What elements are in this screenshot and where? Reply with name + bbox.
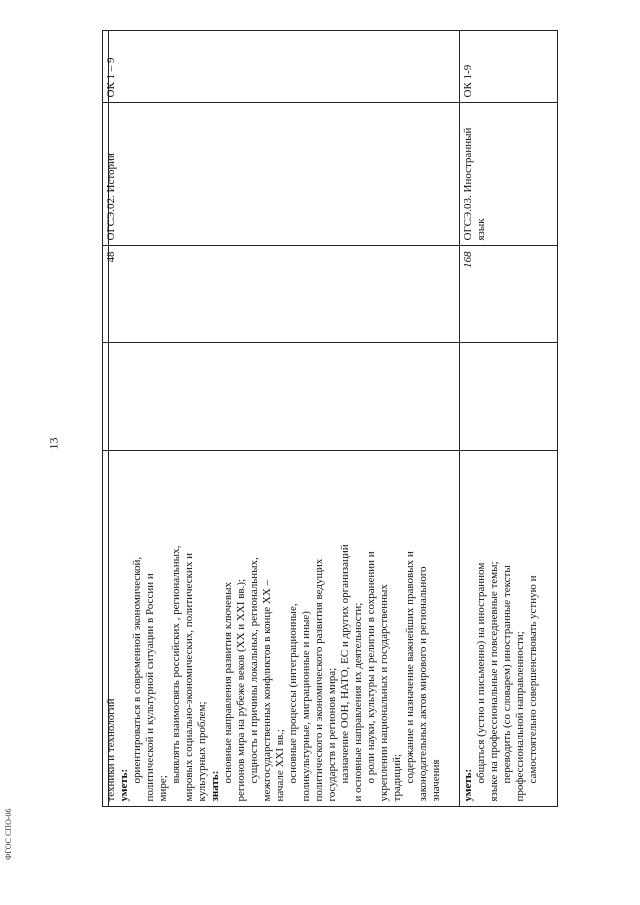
row2-competencies-cell [460,31,558,103]
requirement-line: выявлять взаимосвязь российских , региональных, [170,545,182,784]
requirement-line: поликультурные, миграционные и иные) [300,611,312,802]
row2-hours: 168 [462,251,474,268]
row1-competencies: ОК 1 – 9 [105,57,117,98]
requirement-line: основные направления развития ключевых [222,582,234,784]
table-row [103,31,460,807]
row1-discipline-cell [103,103,460,246]
row2-requirements-cell [460,451,558,807]
row1-hours-cell [103,246,460,343]
row2-hours-cell [460,246,558,343]
requirement-line: профессиональной направленности; [514,631,526,802]
row2-empty-cell [460,343,558,451]
requirement-line: общаться (устно и письменно) на иностранном [475,562,487,784]
row2-competencies: ОК 1-9 [462,64,474,98]
requirement-line: уметь: [118,768,130,802]
footer-label: ФГОС СПО-06 [4,808,13,860]
page-number: 13 [46,437,61,450]
rotated-table-frame [102,31,557,807]
requirement-line: ориентироваться в современной экономической, [131,556,143,784]
row1-hours: 48 [105,251,117,263]
requirement-line: основные процессы (интеграционные, [287,603,299,784]
row2-discipline: ОГСЭ.03. Иностранный язык [462,127,487,241]
requirement-line: самостоятельно совершенствовать устную и [527,575,539,784]
requirement-line: назначение ООН, НАТО, ЕС и других организаций [339,544,351,784]
requirement-line: укреплении национальных и государственных [378,584,390,802]
requirement-line: значения [430,759,442,802]
row1-discipline: ОГСЭ.02. История [105,153,117,241]
requirement-line: начале XXI вв.; [274,729,286,802]
row1-requirements-text [105,457,443,802]
requirement-line: переводить (со словарем) иностранные тексты [501,565,513,784]
row2-requirements-text [462,457,540,802]
requirement-line: уметь: [462,768,474,802]
table-row [460,31,558,807]
requirement-line: культурных проблем; [196,701,208,802]
row1-empty-cell [103,343,460,451]
requirement-line: содержание и назначение важнейших правовых и [404,551,416,784]
requirement-line: законодательных актов мирового и регионального [417,566,429,802]
requirement-line: и основные направления их деятельности; [352,602,364,802]
row1-requirements-cell [103,451,460,807]
requirement-line: традиций; [391,753,403,802]
requirement-line: мировых социально-экономических, политических и [183,553,195,802]
requirement-line: политической и культурной ситуации в России и [144,573,156,802]
row1-competencies-cell [103,31,460,103]
requirement-line: сущность и причины локальных, региональных, [248,557,260,784]
requirement-line: государств и регионов мира; [326,667,338,802]
requirement-line: межгосударственных конфликтов в конце XX – [261,579,273,802]
requirement-line: о роли науки, культуры и религии в сохранении и [365,551,377,784]
requirement-line: мире; [157,775,169,802]
requirement-line: языке на профессиональные и повседневные темы; [488,561,500,802]
row2-discipline-cell [460,103,558,246]
requirement-line: регионов мира на рубеже веков (XX и XXI вв.); [235,578,247,802]
requirement-line: знать: [209,770,221,802]
curriculum-table [102,31,558,808]
requirement-line: техники и технологий [105,698,117,802]
requirement-line: политического и экономического развития ведущих [313,558,325,802]
